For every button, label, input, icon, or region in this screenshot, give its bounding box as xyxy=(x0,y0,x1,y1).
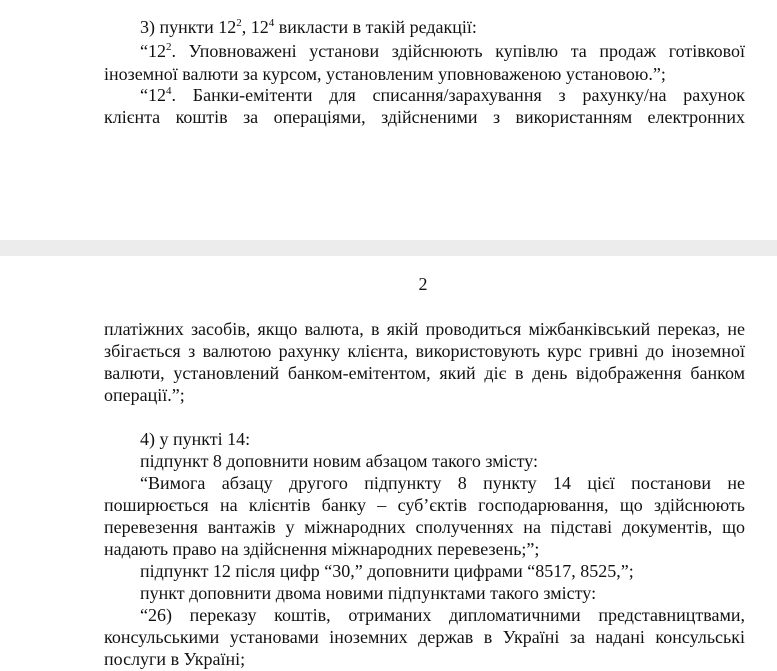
page-number: 2 xyxy=(418,274,428,294)
subpoint-26-line: “26) переказу коштів, отриманих дипломатичними представництвами, xyxy=(140,605,745,625)
paragraph-12-2-line-1: “$12^2$. Уповноважені установи здійснюють купівлю та продаж готівкової xyxy=(140,41,745,61)
continuation-line: операції.”; xyxy=(104,385,185,405)
subpoint-12-instruction: підпункт 12 після цифр “30,” доповнити цифрами “8517, 8525,”; xyxy=(140,561,634,581)
continuation-line: платіжних засобів, якщо валюта, в якій проводиться міжбанківський переказ, не xyxy=(104,319,745,339)
subpoint-8-instruction: підпункт 8 доповнити новим абзацом такого змісту: xyxy=(140,451,539,471)
page-separator xyxy=(0,240,777,256)
paragraph-12-2-line-2: іноземної валюти за курсом, установленим уповноваженою установою.”; xyxy=(104,64,666,84)
continuation-line: збігається з валютою рахунку клієнта, використовують курс гривні до іноземної xyxy=(104,341,745,361)
quote-line: надають право на здійснення міжнародних перевезень;”; xyxy=(104,539,540,559)
continuation-line: валюти, установлений банком-емітентом, який діє в день відображення банком xyxy=(104,363,745,383)
subpoint-26-line: послуги в Україні; xyxy=(104,649,246,669)
paragraph-12-4-line-1: “$12^4$. Банки-емітенти для списання/зарахування з рахунку/на рахунок xyxy=(140,85,745,105)
item-3-heading: 3) пункти $12^2$, $12^4$ викласти в такій редакції: xyxy=(140,17,477,37)
paragraph-12-4-line-2: клієнта коштів за операціями, здійсненими з використанням електронних xyxy=(104,107,745,127)
document-page-1 xyxy=(0,0,777,240)
quote-line: перевезення вантажів у міжнародних сполученнях на підставі документів, що xyxy=(104,517,745,537)
document-page-2 xyxy=(0,256,777,671)
subpoint-26-line: консульськими установами іноземних держав в Україні за надані консульські xyxy=(104,627,745,647)
quote-line: поширюється на клієнтів банку – суб’єктів господарювання, що здійснюють xyxy=(104,495,745,515)
point-add-instruction: пункт доповнити двома новими підпунктами такого змісту: xyxy=(140,583,597,603)
quote-line: “Вимога абзацу другого підпункту 8 пункту 14 цієї постанови не xyxy=(140,473,745,493)
item-4-heading: 4) у пункті 14: xyxy=(140,429,251,449)
